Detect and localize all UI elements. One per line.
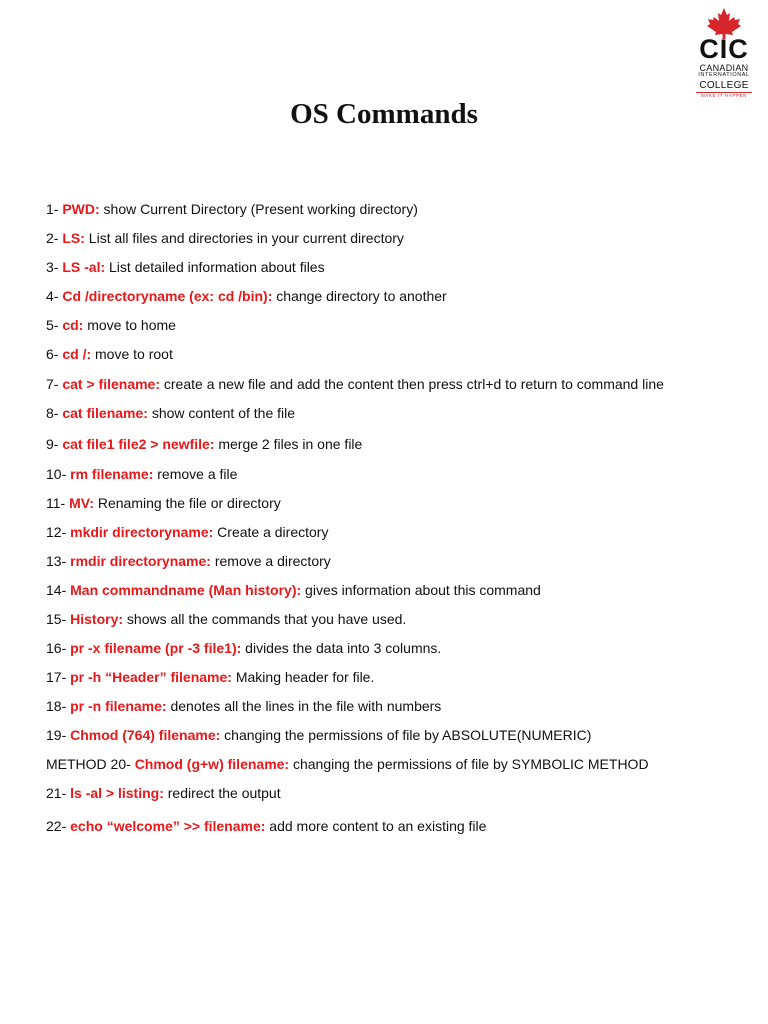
command-description: remove a directory	[210, 553, 331, 569]
command-item	[46, 404, 295, 422]
command-item	[46, 639, 441, 657]
command-description: add more content to an existing file	[265, 818, 487, 834]
command-item	[46, 345, 173, 363]
command-item	[46, 784, 281, 802]
command-name: cd /:	[62, 346, 92, 362]
command-name: cat file1 file2 > newfile:	[62, 436, 215, 452]
command-number: 18-	[46, 698, 71, 714]
command-number: 10-	[46, 466, 71, 482]
command-number: 14-	[46, 582, 71, 598]
command-number: 5-	[46, 317, 63, 333]
command-name: cd:	[62, 317, 84, 333]
command-number: 7-	[46, 376, 63, 392]
command-name: cat filename:	[62, 405, 148, 421]
command-number: 15-	[46, 611, 71, 627]
command-number: 9-	[46, 436, 63, 452]
command-description: changing the permissions of file by ABSOLUTE(NUMERIC)	[220, 727, 592, 743]
command-name: ls -al > listing:	[70, 785, 164, 801]
command-name: Chmod (764) filename:	[70, 727, 221, 743]
command-name: Man commandname (Man history):	[70, 582, 302, 598]
cic-logo	[686, 6, 762, 102]
logo-line-college: COLLEGE	[699, 80, 749, 91]
command-item	[46, 375, 664, 393]
command-number: 21-	[46, 785, 71, 801]
command-item	[46, 258, 325, 276]
command-item	[46, 435, 362, 453]
command-name: Cd /directoryname (ex: cd /bin):	[62, 288, 273, 304]
command-description: remove a file	[153, 466, 238, 482]
command-description: changing the permissions of file by SYMBOLIC METHOD	[289, 756, 649, 772]
command-description: denotes all the lines in the file with numbers	[166, 698, 442, 714]
command-number: 11-	[46, 495, 70, 511]
page-title: OS Commands	[290, 98, 478, 130]
command-number: 1-	[46, 201, 63, 217]
command-item	[46, 726, 591, 744]
command-name: LS:	[62, 230, 85, 246]
command-description: List all files and directories in your current directory	[84, 230, 404, 246]
command-description: Making header for file.	[231, 669, 375, 685]
command-name: pr -n filename:	[70, 698, 167, 714]
logo-line-canadian: CANADIAN	[699, 63, 749, 73]
command-name: pr -x filename (pr -3 file1):	[70, 640, 242, 656]
command-item	[46, 229, 404, 247]
logo-abbreviation: CIC	[699, 34, 749, 64]
command-description: gives information about this command	[301, 582, 541, 598]
command-description: show content of the file	[147, 405, 296, 421]
command-number: 2-	[46, 230, 63, 246]
command-number: 8-	[46, 405, 63, 421]
command-description: divides the data into 3 columns.	[241, 640, 442, 656]
command-number: 22-	[46, 818, 71, 834]
command-number: 19-	[46, 727, 71, 743]
command-item	[46, 755, 649, 773]
command-item	[46, 697, 441, 715]
command-item	[46, 668, 374, 686]
command-name: History:	[70, 611, 124, 627]
command-name: PWD:	[62, 201, 100, 217]
command-description: create a new file and add the content then press ctrl+d to return to command line	[160, 376, 664, 392]
logo-tagline: MAKE IT HAPPEN	[700, 93, 748, 98]
command-item	[46, 610, 406, 628]
command-number: 6-	[46, 346, 63, 362]
command-item	[46, 316, 176, 334]
command-number: 16-	[46, 640, 71, 656]
command-item	[46, 200, 418, 218]
command-number: 4-	[46, 288, 63, 304]
command-name: rm filename:	[70, 466, 154, 482]
command-name: MV:	[69, 495, 94, 511]
command-description: Create a directory	[213, 524, 329, 540]
command-number: 12-	[46, 524, 71, 540]
command-item	[46, 494, 281, 512]
command-item	[46, 287, 447, 305]
command-description: move to home	[83, 317, 176, 333]
command-number: 13-	[46, 553, 71, 569]
command-number: METHOD 20-	[46, 756, 135, 772]
command-name: rmdir directoryname:	[70, 553, 211, 569]
command-name: pr -h “Header” filename:	[70, 669, 232, 685]
command-item	[46, 552, 331, 570]
command-description: shows all the commands that you have used.	[123, 611, 407, 627]
command-description: change directory to another	[272, 288, 447, 304]
command-number: 3-	[46, 259, 63, 275]
command-name: mkdir directoryname:	[70, 524, 214, 540]
command-description: merge 2 files in one file	[214, 436, 363, 452]
command-name: Chmod (g+w) filename:	[134, 756, 290, 772]
command-item	[46, 581, 541, 599]
command-name: echo “welcome” >> filename:	[70, 818, 266, 834]
command-item	[46, 523, 328, 541]
command-item	[46, 465, 237, 483]
command-description: Renaming the file or directory	[93, 495, 281, 511]
command-item	[46, 817, 486, 835]
command-description: move to root	[91, 346, 173, 362]
command-description: List detailed information about files	[105, 259, 325, 275]
command-name: cat > filename:	[62, 376, 160, 392]
command-number: 17-	[46, 669, 71, 685]
command-name: LS -al:	[62, 259, 106, 275]
logo-line-international: INTERNATIONAL	[698, 72, 750, 78]
command-description: show Current Directory (Present working directory)	[99, 201, 418, 217]
command-description: redirect the output	[163, 785, 281, 801]
